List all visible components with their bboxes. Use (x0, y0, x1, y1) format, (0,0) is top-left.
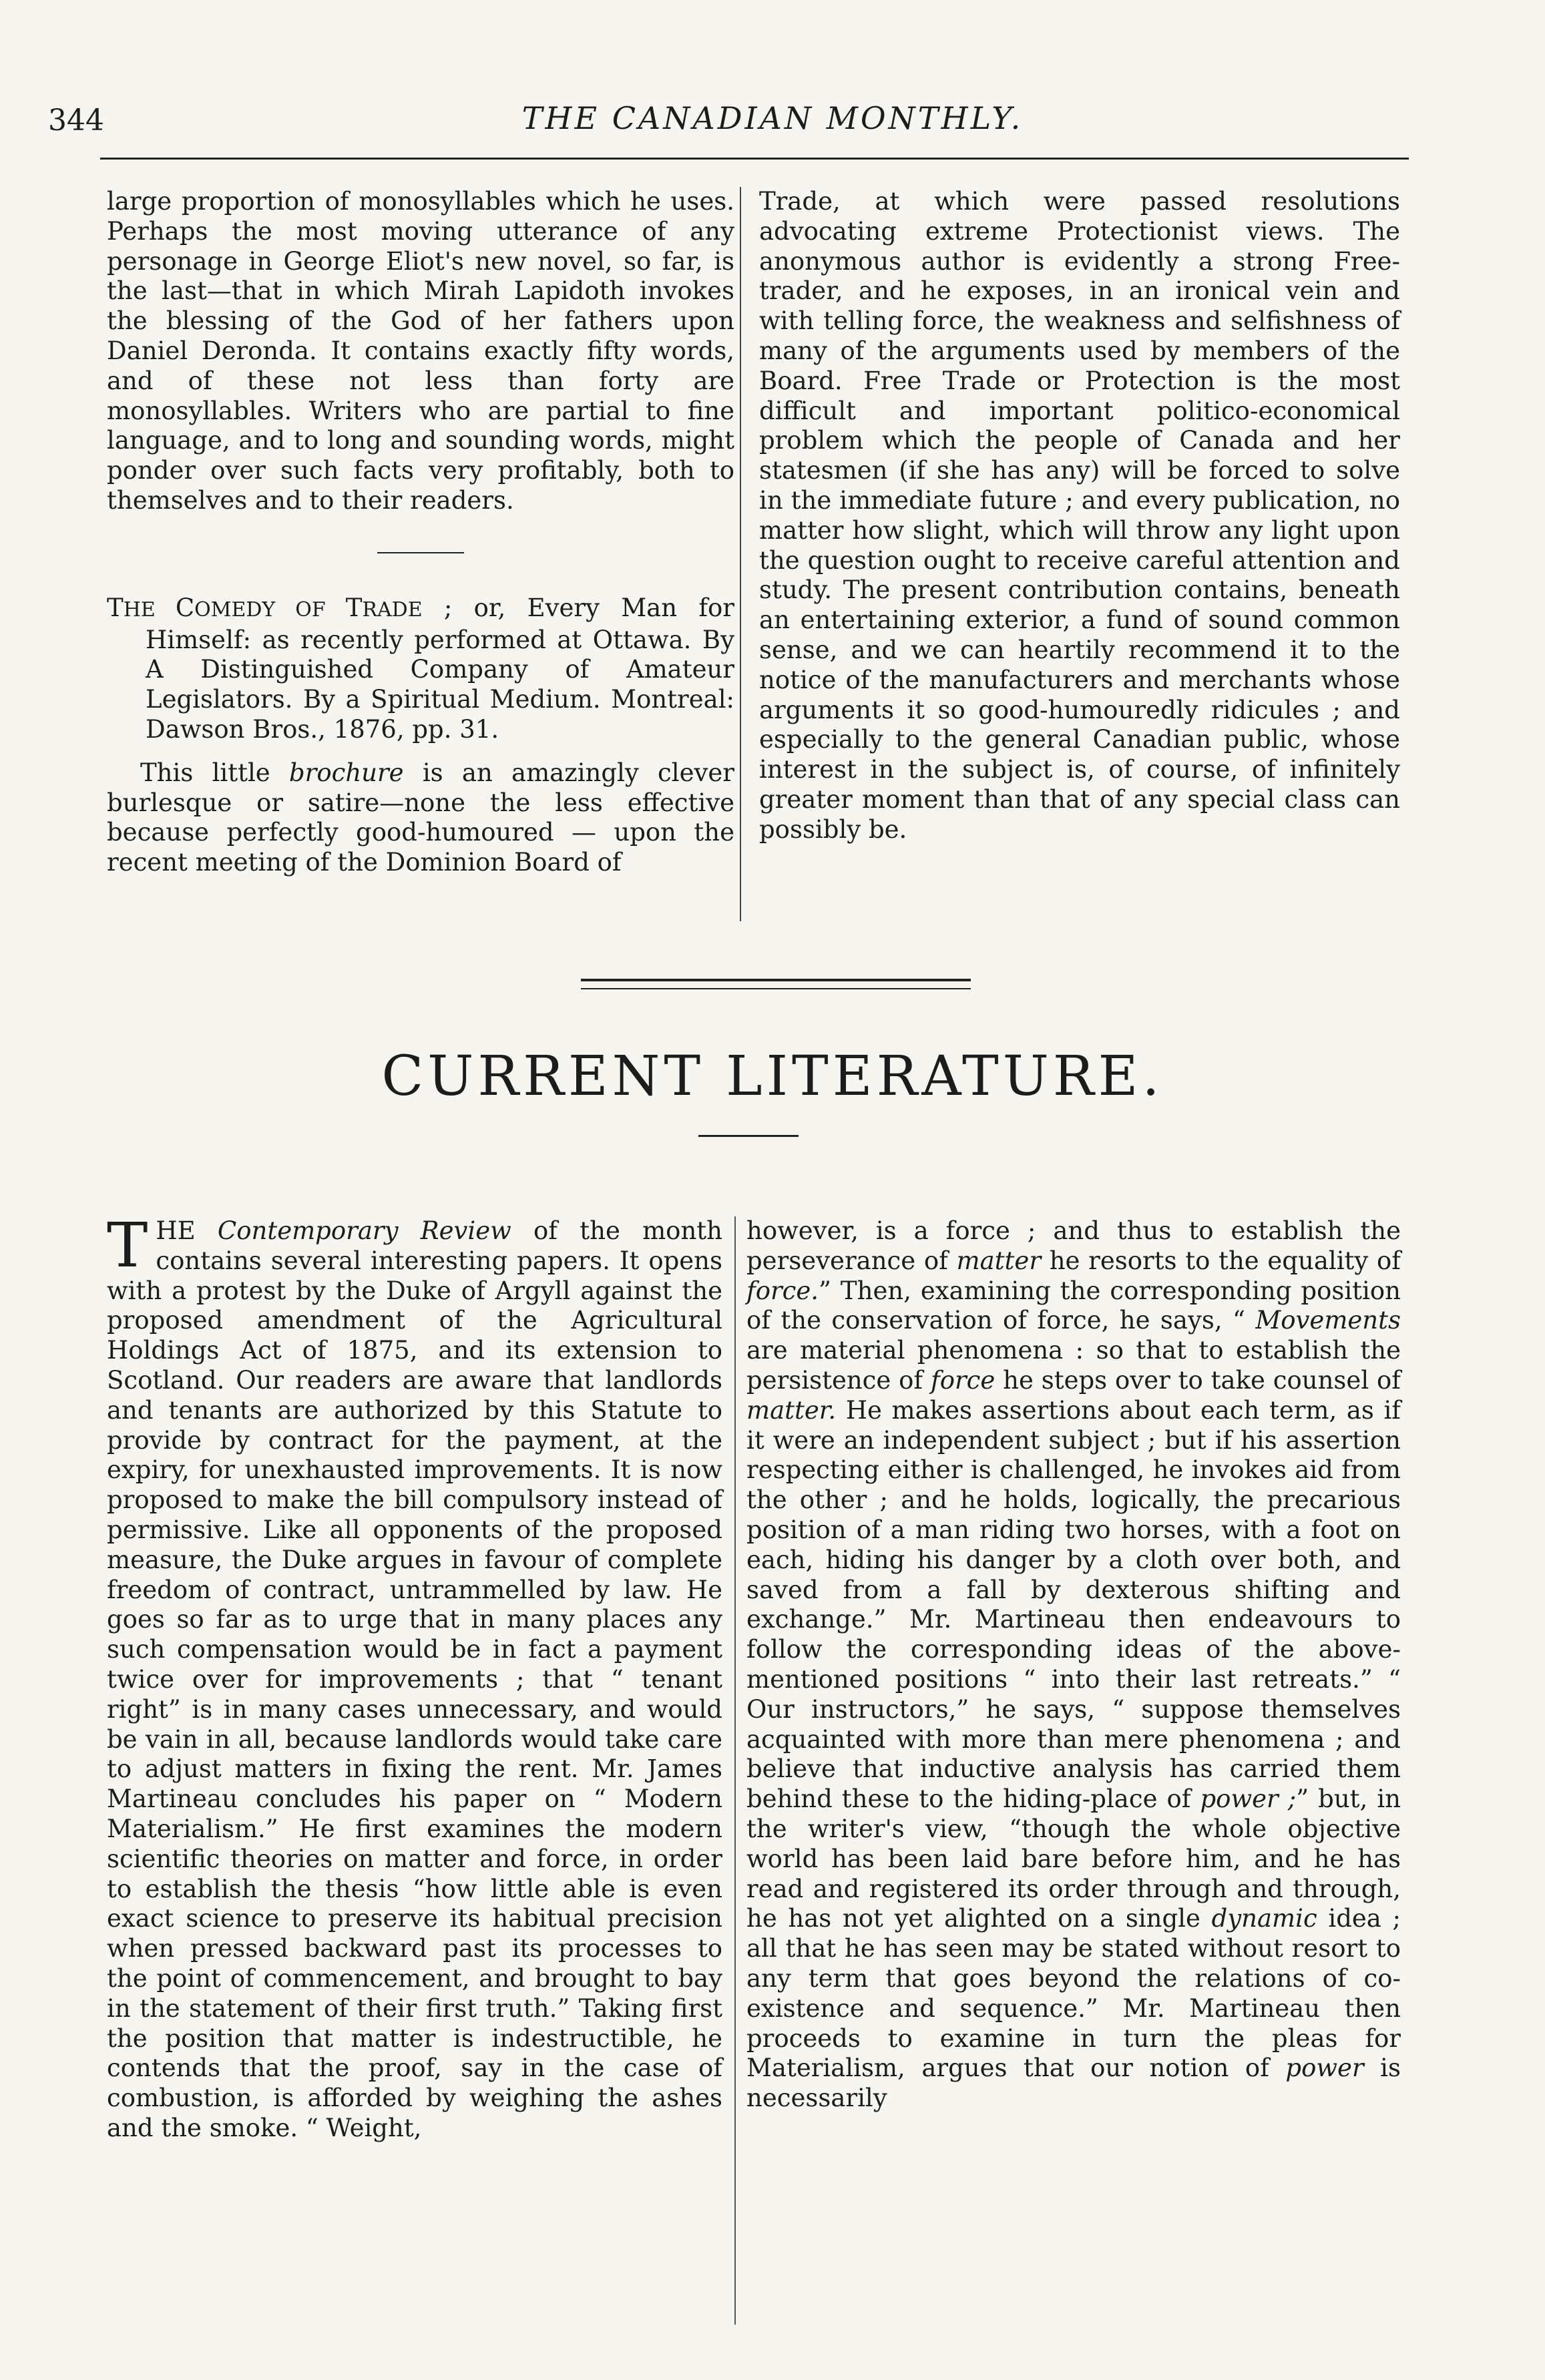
italic-text: power (1285, 2054, 1364, 2083)
paragraph-brochure (107, 758, 734, 878)
italic-text: force. (746, 1276, 819, 1305)
header-rule (100, 158, 1409, 160)
review-title-part: RADE (362, 598, 423, 622)
paragraph-contemporary-review (107, 1210, 722, 2144)
italic-text: brochure (288, 758, 404, 787)
text-run: are material phenomena : so that to establish the persistence of (746, 1336, 1401, 1395)
text-run: however, is a force ; and thus to establish the perseverance of (746, 1216, 1401, 1275)
section-rule-thick (581, 979, 971, 981)
paragraph-monosyllables: large proportion of monosyllables which he uses. Perhaps the most moving utterance of any personage in George Eliot's new novel, so far, is the last—that in which Mirah Lapidoth invokes the blessing of the God of her fathers upon Daniel Deronda. It contains exactly fifty words, and of these not less than forty are monosyllables. Writers who are partial to fine language, and to long and sounding words, might ponder over such facts very profitably, both to themselves and to their readers. (107, 187, 734, 515)
running-title: THE CANADIAN MONTHLY. (521, 100, 1024, 136)
text-run: ” Then, examining the corresponding position of the conservation of force, he says, “ (746, 1276, 1401, 1335)
text-run: ” but, in the writer's view, “though the whole objective world has been laid bare before him, and he has read and registered its order through and through, he has not yet alighted on a single (746, 1784, 1401, 1933)
short-rule (377, 552, 464, 553)
text-run: idea ; all that he has seen may be stated without resort to any term that goes beyond the relations of co-existence and sequence.” Mr. Martineau then proceeds to examine in turn the pleas for Materialism, argues that our notion of (746, 1904, 1401, 2083)
text-run: is an amazingly clever burlesque or satire—none the less effective because perfectly good-humoured — upon the recent meeting of the Dominion Board of (107, 758, 734, 877)
italic-text: matter (956, 1246, 1042, 1275)
paragraph-martineau (746, 1216, 1401, 2114)
review-title-letter: T (107, 593, 124, 622)
paragraph-free-trade: Trade, at which were passed resolutions advocating extreme Protectionist views. The anonymous author is evidently a strong Free-trader, and he exposes, in an ironical vein and with telling force, the weakness and selfishness of many of the arguments used by members of the Board. Free Trade or Protection is the most difficult and important politico-economical problem which the people of Canada and her statesmen (if she has any) will be forced to solve in the immediate future ; and every publication, no matter how slight, which will throw any light upon the question ought to receive careful attention and study. The present contribution contains, beneath an entertaining exterior, a fund of sound common sense, and we can heartily recommend it to the notice of the manufacturers and merchants whose arguments it so good-humouredly ridicules ; and especially to the general Canadian public, whose interest in the subject is, of course, of infinitely greater moment than that of any special class can possibly be. (759, 187, 1400, 844)
drop-cap: T (107, 1210, 148, 1281)
review-title-part: OMEDY OF (194, 598, 346, 622)
section-title: CURRENT LITERATURE. (381, 1045, 1164, 1108)
italic-text: Movements (1255, 1306, 1401, 1335)
text-run: he steps over to take counsel of (995, 1365, 1401, 1395)
column-divider-bottom (734, 1216, 736, 2325)
column-bottom-left (107, 1210, 722, 2144)
column-bottom-right (746, 1216, 1401, 2114)
review-heading (107, 593, 734, 745)
column-top-left (107, 187, 734, 878)
text-run: of the month contains several interesting papers. It opens with a protest by the Duke of Argyll against the proposed amendment of the Agricultural Holdings Act of 1875, and its extension to Scotland. Our readers are aware that landlords and tenants are authorized by this Statute to provide by contract for the payment, at the expiry, for unexhausted improvements. It is now proposed to make the bill compulsory instead of permissive. Like all opponents of the proposed measure, the Duke argues in favour of complete freedom of contract, untrammelled by law. He goes so far as to urge that in many places any such compensation would be in fact a payment twice over for improvements ; that “ tenant right” is in many cases unnecessary, and would be vain in all, because landlords would take care to adjust matters in fixing the rent. Mr. James Martineau concludes his paper on “ Modern Materialism.” He first examines the modern scientific theories on matter and force, in order to establish the thesis “how little able is even exact science to preserve its habitual precision when pressed backward past its processes to the point of commencement, and brought to bay in the statement of their first truth.” Taking first the position that matter is indestructible, he contends that the proof, say in the case of combustion, is afforded by weighing the ashes and the smoke. “ Weight, (107, 1216, 722, 2142)
text-run: He makes assertions about each term, as if it were an independent subject ; but if his assertion respecting either is challenged, he invokes aid from the other ; and he holds, logically, the precarious position of a man riding two horses, with a foot on each, hiding his danger by a cloth over both, and saved from a fall by dexterous shifting and exchange.” Mr. Martineau then endeavours to follow the corresponding ideas of the above-mentioned positions “ into their last retreats.” “ Our instructors,” he says, “ suppose themselves acquainted with more than mere phenomena ; and believe that inductive analysis has carried them behind these to the hiding-place of (746, 1395, 1401, 1814)
text-run: is necessarily (746, 2054, 1401, 2113)
section-rule-thin (581, 988, 971, 989)
italic-text: dynamic (1211, 1904, 1317, 1933)
text-run: HE (156, 1216, 218, 1245)
review-title-part: HE (123, 598, 176, 622)
italic-text: power ; (1200, 1784, 1297, 1814)
text-run: he resorts to the equality of (1041, 1246, 1401, 1275)
review-heading-rest: ; or, Every Man for Himself: as recently performed at Ottawa. By A Distinguished Company of Amateur Legislators. By a Spiritual Medium. Montreal: Dawson Bros., 1876, pp. 31. (146, 593, 734, 744)
column-divider-top (740, 187, 741, 921)
review-title-letter: T (345, 593, 363, 622)
title-rule (698, 1135, 799, 1137)
italic-text: Contemporary Review (217, 1216, 511, 1245)
review-title-letter: C (175, 593, 195, 622)
column-top-right (759, 187, 1400, 845)
page-number: 344 (48, 103, 104, 138)
text-run: This little (140, 758, 289, 787)
italic-text: matter. (746, 1395, 837, 1425)
italic-text: force (931, 1365, 996, 1395)
